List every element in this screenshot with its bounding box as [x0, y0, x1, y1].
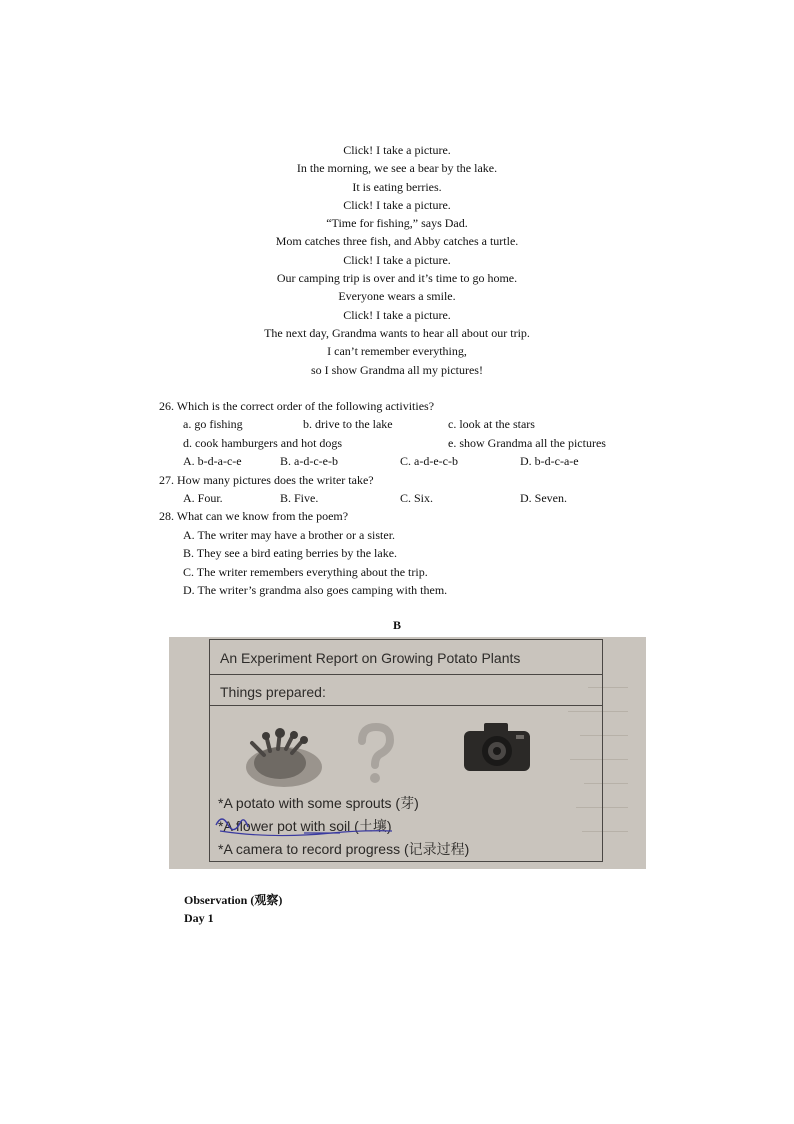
report-table — [209, 639, 603, 862]
poem-line: The next day, Grandma wants to hear all about our trip. — [264, 325, 530, 340]
option-a: A. Four. — [183, 490, 223, 505]
option-a: A. The writer may have a brother or a sister. — [183, 527, 396, 542]
question-28-stem: 28. What can we know from the poem? — [159, 509, 349, 524]
observation-day: Day 1 — [184, 911, 214, 926]
question-27-options — [159, 489, 679, 507]
report-title: An Experiment Report on Growing Potato Plants — [220, 650, 521, 666]
option-b: B. a-d-c-e-b — [280, 454, 338, 469]
poem-line: Our camping trip is over and it’s time to go home. — [276, 271, 518, 286]
observation-heading: Observation (观察) — [184, 893, 283, 907]
question-mark-icon — [350, 721, 400, 787]
question-26-activities-row-2 — [159, 434, 679, 452]
option-d: D. The writer’s grandma also goes camping with them. — [183, 582, 448, 597]
poem-line: I can’t remember everything, — [327, 344, 467, 359]
camera-icon — [460, 719, 534, 775]
section-label: B — [392, 618, 401, 632]
question-26-stem: 26. Which is the correct order of the following activities? — [159, 399, 435, 413]
activity-a: a. go fishing — [183, 417, 243, 432]
prepared-item-camera: *A camera to record progress (记录过程) — [218, 841, 470, 857]
prepared-item-potato: *A potato with some sprouts (芽) — [218, 795, 419, 811]
option-b: B. They see a bird eating berries by the lake. — [183, 546, 398, 561]
option-d: D. b-d-c-a-e — [520, 454, 579, 469]
activity-b: b. drive to the lake — [303, 417, 393, 432]
handwritten-annotation-icon — [212, 809, 402, 839]
poem-line: Click! I take a picture. — [343, 143, 451, 157]
option-a: A. b-d-a-c-e — [183, 454, 242, 469]
activity-d: d. cook hamburgers and hot dogs — [183, 435, 343, 450]
observation-section — [184, 891, 282, 928]
question-26-options — [159, 452, 679, 470]
questions — [159, 397, 679, 599]
activity-c: c. look at the stars — [448, 417, 535, 432]
option-c: C. Six. — [400, 490, 434, 505]
poem — [0, 141, 794, 379]
report-photo — [169, 637, 646, 869]
option-d: D. Seven. — [520, 490, 567, 505]
option-b: B. Five. — [280, 490, 319, 505]
poem-line: Click! I take a picture. — [343, 307, 451, 322]
option-c: C. The writer remembers everything about the trip. — [183, 564, 428, 579]
report-title-row — [210, 639, 602, 675]
poem-line: Everyone wears a smile. — [338, 289, 456, 304]
activity-e: e. show Grandma all the pictures — [448, 435, 606, 450]
poem-line: Click! I take a picture. — [343, 197, 451, 212]
poem-line: In the morning, we see a bear by the lake. — [296, 161, 498, 176]
prepared-row — [210, 675, 602, 706]
question-27-stem: 27. How many pictures does the writer take? — [159, 472, 374, 487]
poem-line: Mom catches three fish, and Abby catches a turtle. — [275, 234, 519, 249]
prepared-label: Things prepared: — [220, 684, 326, 700]
potato-sprouts-icon — [240, 727, 324, 789]
poem-line: so I show Grandma all my pictures! — [311, 362, 483, 377]
option-c: C. a-d-e-c-b — [400, 454, 458, 469]
poem-line: It is eating berries. — [352, 179, 442, 194]
prepared-item-flower-pot: *A flower pot with soil (土壤) — [218, 818, 392, 834]
poem-line: “Time for fishing,” says Dad. — [326, 216, 468, 231]
question-26-activities-row-1 — [159, 415, 679, 433]
poem-line: Click! I take a picture. — [343, 252, 451, 267]
